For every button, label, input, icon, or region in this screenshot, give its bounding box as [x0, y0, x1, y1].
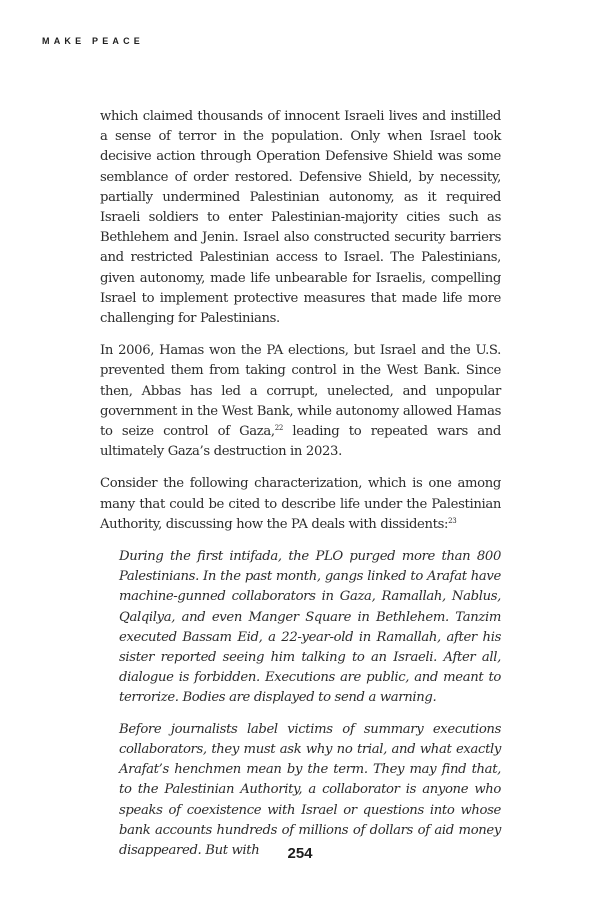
- body-paragraph: which claimed thousands of innocent Israeli lives and instilled a sense of terror in the population. Only when Israel took decisive action through Operation Defensive Shield was some semblance of order restored. Defensive Shield, by necessity, partially undermined Palestinian autonomy, as it required Israeli soldiers to enter Palestinian-majority cities such as Bethlehem and Jenin. Israel also constructed security barriers and restricted Palestinian access to Israel. The Palestinians, given autonomy, made life unbearable for Israelis, compelling Israel to implement protective measures that made life more challenging for Palestinians.: [100, 109, 501, 327]
- paragraph-text: Consider the following characterization, which is one among many that could be cited to describe life under the Palestinian Authority, discussing how the PA deals with dissidents:: [100, 476, 501, 532]
- body-paragraph: [100, 341, 501, 462]
- paragraph-text: In 2006, Hamas won the PA elections, but Israel and the U.S. prevented them from taking control in the West Bank. Since then, Abbas has led a corrupt, unelected, and unpopular government in the West Bank, while autonomy allowed Hamas to seize control of Gaza,: [100, 343, 501, 440]
- footnote-marker[interactable]: 22: [274, 424, 283, 433]
- running-header: MAKE PEACE: [42, 36, 145, 46]
- block-quote: [119, 547, 501, 861]
- body-paragraph: [100, 474, 501, 535]
- paragraph-text: leading to repeated wars and ultimately Gaza’s destruction in 2023.: [100, 424, 501, 460]
- page-body: [100, 107, 501, 872]
- quote-paragraph: Before journalists label victims of summary executions collaborators, they must ask why no trial, and what exactly Arafat’s henchmen mean by the term. They may find that, to the Palestinian Authority, a collaborator is anyone who speaks of coexistence with Israel or questions into whose bank accounts hundreds of millions of dollars of aid money disappeared. But with: [119, 721, 501, 858]
- quote-paragraph: During the first intifada, the PLO purged more than 800 Palestinians. In the past month, gangs linked to Arafat have machine-gunned collaborators in Gaza, Ramallah, Nablus, Qalqilya, and even Manger Square in Bethlehem. Tanzim executed Bassam Eid, a 22-year-old in Ramallah, after his sister reported seeing him talking to an Israeli. After all, dialogue is forbidden. Executions are public, and meant to terrorize. Bodies are displayed to send a warning.: [119, 549, 501, 706]
- page-number: 254: [287, 845, 313, 862]
- footnote-marker[interactable]: 23: [448, 516, 457, 525]
